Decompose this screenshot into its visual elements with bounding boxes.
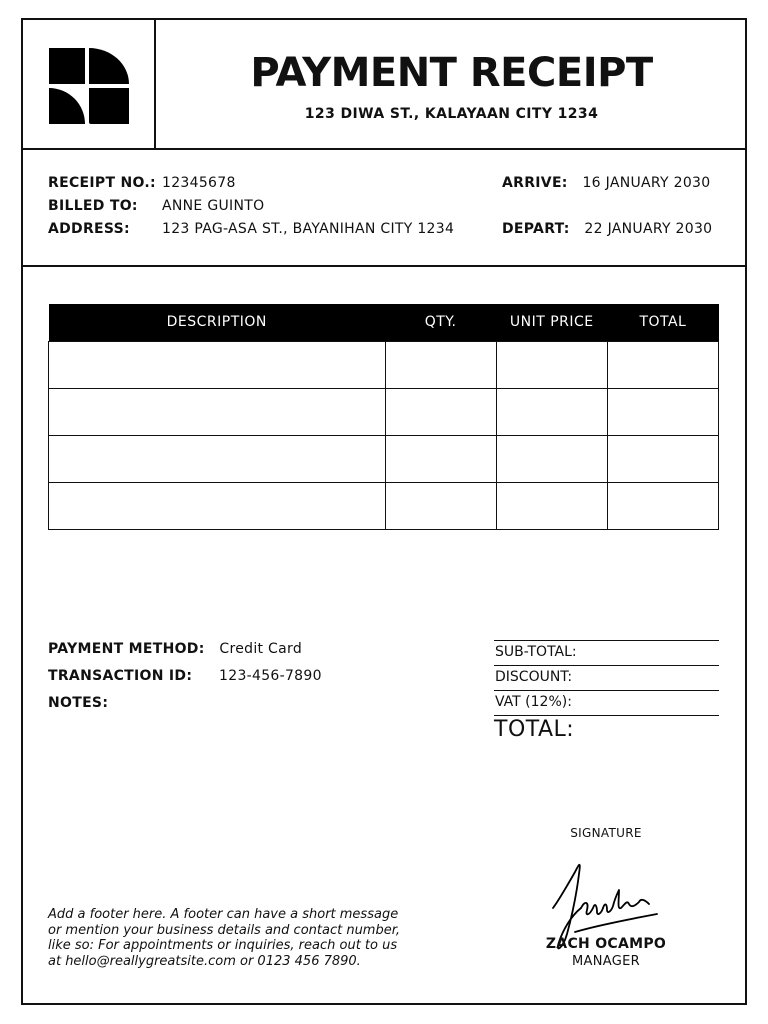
totals-summary [494,640,719,742]
receipt-header [23,20,745,150]
billed-to-label: BILLED TO: [48,198,138,214]
column-header-qty: QTY. [385,304,496,341]
subtotal-row: SUB-TOTAL: [494,640,719,665]
transaction-id-value: 123-456-7890 [219,668,322,684]
signature-heading: SIGNATURE [570,826,642,840]
payment-method-row [48,641,302,657]
footer-message [48,907,448,969]
notes-row [48,695,108,711]
depart-row [502,221,712,241]
arrive-label: ARRIVE: [502,175,568,191]
table-cell-total [607,435,718,482]
table-cell-description [49,341,386,388]
transaction-id-row [48,668,322,684]
table-row [49,388,719,435]
column-header-total: TOTAL [607,304,718,341]
receipt-no-value: 12345678 [162,175,236,191]
payment-method-label: PAYMENT METHOD: [48,641,205,657]
table-header-row [49,304,719,341]
table-cell-total [607,341,718,388]
table-cell-qty [385,341,496,388]
notes-label: NOTES: [48,695,109,711]
footer-line: like so: For appointments or inquiries, reach out to us [48,938,398,953]
signatory-name: ZACH OCAMPO [545,936,667,952]
discount-row: DISCOUNT: [494,665,719,690]
receipt-no-label: RECEIPT NO.: [48,175,156,191]
quarter-circle-grid-logo [49,48,129,124]
table-row [49,482,719,529]
billed-to-value: ANNE GUINTO [162,198,265,214]
table-cell-description [49,482,386,529]
arrive-row [502,175,710,195]
table-cell-unit-price [496,482,607,529]
table-row [49,341,719,388]
table-cell-unit-price [496,388,607,435]
page-title: PAYMENT RECEIPT [250,50,653,96]
arrive-value: 16 JANUARY 2030 [582,175,711,191]
logo-box [23,20,156,150]
transaction-id-label: TRANSACTION ID: [48,668,193,684]
table-cell-qty [385,482,496,529]
table-cell-unit-price [496,435,607,482]
line-items-table [48,304,719,530]
footer-line: at hello@reallygreatsite.com or 0123 456 7890. [48,953,361,969]
vat-row: VAT (12%): [494,690,719,715]
receipt-frame [21,18,747,1005]
grand-total-row: TOTAL: [494,715,719,742]
table-cell-total [607,388,718,435]
table-cell-description [49,435,386,482]
business-address: 123 DIWA ST., KALAYAAN CITY 1234 [304,106,599,122]
table-cell-total [607,482,718,529]
footer-line: Add a footer here. A footer can have a short message [48,907,399,922]
address-label: ADDRESS: [48,221,130,237]
depart-value: 22 JANUARY 2030 [584,221,713,237]
table-cell-description [49,388,386,435]
table-cell-unit-price [496,341,607,388]
table-row [49,435,719,482]
column-header-unit-price: UNIT PRICE [496,304,607,341]
payment-method-value: Credit Card [219,641,303,657]
signatory-role: MANAGER [572,954,640,969]
address-value: 123 PAG-ASA ST., BAYANIHAN CITY 1234 [162,221,455,237]
table-cell-qty [385,435,496,482]
footer-line: or mention your business details and contact number, [48,922,401,938]
receipt-info [23,152,745,267]
column-header-description: DESCRIPTION [49,304,386,341]
table-cell-qty [385,388,496,435]
depart-label: DEPART: [502,221,570,237]
